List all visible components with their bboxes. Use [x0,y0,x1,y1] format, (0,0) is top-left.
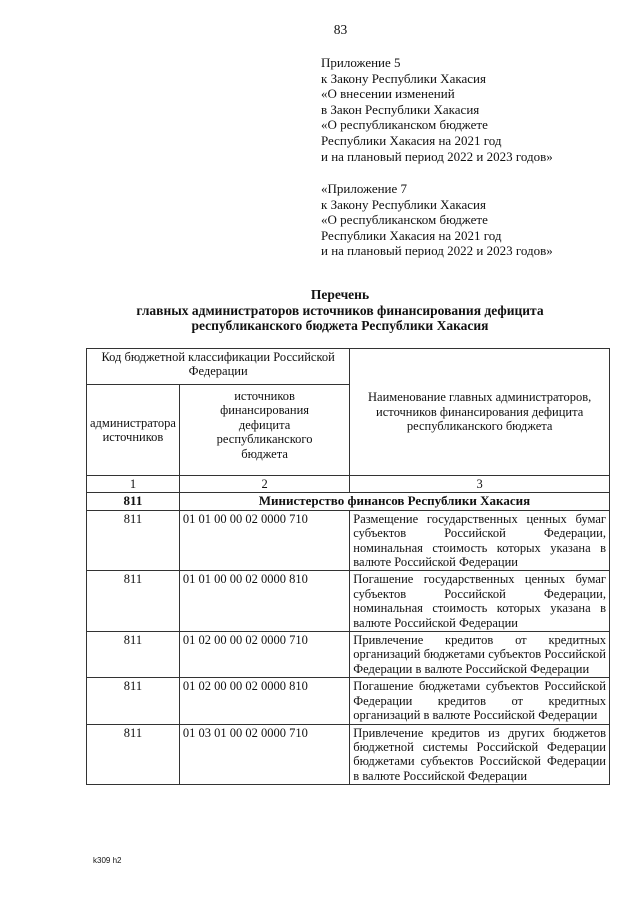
administrators-table [86,348,610,785]
annex-7-line: Республики Хакасия на 2021 год [321,227,502,243]
column-number-row [87,476,610,493]
source-code: 01 01 00 00 02 0000 710 [179,510,349,571]
annex-5-line: и на плановый период 2022 и 2023 годов» [321,148,553,164]
document-title [60,287,620,334]
footer-code: k309 h2 [93,856,122,865]
annex-5-line: к Закону Республики Хакасия [321,70,486,86]
ministry-row [87,493,610,510]
annex-5-line: Приложение 5 [321,55,401,70]
source-name: Привлечение кредитов от кредитных организаций бюджетами субъектов Российской Федерации в валюте Российской Федерации [350,632,610,678]
column-number: 1 [87,476,180,493]
admin-code: 811 [87,571,180,632]
header-source-cell: источников финансирования дефицита республиканского бюджета [179,385,349,476]
admin-code: 811 [87,678,180,724]
ministry-name: Министерство финансов Республики Хакасия [179,493,609,510]
title-line-1: Перечень [310,287,370,302]
table-row [87,632,610,678]
annex-5-line: Республики Хакасия на 2021 год [321,132,502,148]
admin-code: 811 [87,632,180,678]
annex-5-heading [321,55,553,164]
table-row [87,571,610,632]
table-header-row [87,349,610,385]
ministry-code: 811 [87,493,180,510]
source-code: 01 01 00 00 02 0000 810 [179,571,349,632]
annex-5-line: «О республиканском бюджете [321,117,488,133]
source-name: Погашение государственных ценных бумаг субъектов Российской Федерации, номинальная стоимость которых указана в валюте Российской Федерации [350,571,610,632]
header-group-cell: Код бюджетной классификации Российской Федерации [87,349,350,385]
admin-code: 811 [87,724,180,785]
source-code: 01 02 00 00 02 0000 710 [179,632,349,678]
title-line-2: главных администраторов источников финансирования дефицита [136,302,544,318]
annex-7-line: к Закону Республики Хакасия [321,196,486,212]
annex-7-line: и на плановый период 2022 и 2023 годов» [321,243,553,259]
table-row [87,724,610,785]
page-number: 83 [333,22,348,37]
source-code: 01 02 00 00 02 0000 810 [179,678,349,724]
column-number: 3 [350,476,610,493]
table-row [87,510,610,571]
source-name: Погашение бюджетами субъектов Российской Федерации кредитов от кредитных организаций в валюте Российской Федерации [350,678,610,724]
table-row [87,678,610,724]
source-name: Размещение государственных ценных бумаг субъектов Российской Федерации, номинальная стоимость которых указана в валюте Российской Федерации [350,510,610,571]
column-number: 2 [179,476,349,493]
source-code: 01 03 01 00 02 0000 710 [179,724,349,785]
annex-7-heading [321,181,553,259]
annex-5-line: в Закон Республики Хакасия [321,101,480,117]
title-line-3: республиканского бюджета Республики Хакасия [191,318,489,333]
annex-7-line: «Приложение 7 [321,181,408,196]
source-name: Привлечение кредитов из других бюджетов бюджетной системы Российской Федерации бюджетами субъектов Российской Федерации в валюте Российской Федерации [350,724,610,785]
header-name-cell: Наименование главных администраторов, источников финансирования дефицита республиканского бюджета [350,349,610,476]
annex-7-line: «О республиканском бюджете [321,212,488,228]
admin-code: 811 [87,510,180,571]
annex-5-line: «О внесении изменений [321,86,455,102]
header-admin-cell: администратора источников [87,385,180,476]
